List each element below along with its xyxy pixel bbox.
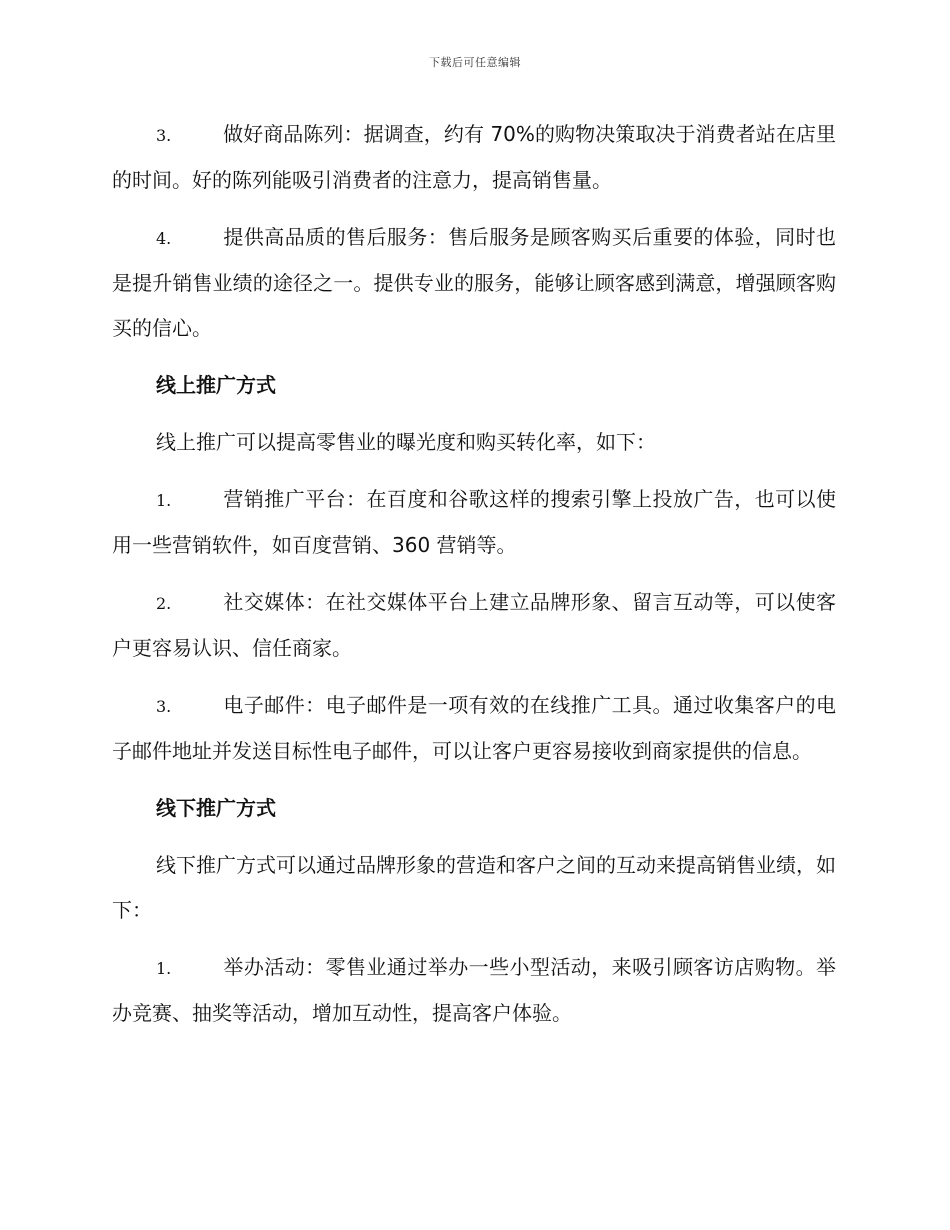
page-header: 下载后可任意编辑 xyxy=(429,56,521,69)
list-text: 电子邮件：电子邮件是一项有效的在线推广工具。通过收集客户的电子邮件地址并发送目标性电子邮件，可以让客户更容易接收到商家提供的信息。 xyxy=(112,693,836,763)
list-number: 3. xyxy=(156,126,172,145)
section-intro-online: 线上推广可以提高零售业的曝光度和购买转化率，如下： xyxy=(156,430,656,454)
list-number: 4. xyxy=(156,229,172,248)
list-item xyxy=(112,580,836,671)
document-body xyxy=(112,112,836,1048)
section-heading-offline: 线下推广方式 xyxy=(156,796,276,820)
list-text: 举办活动：零售业通过举办一些小型活动，来吸引顾客访店购物。举办竞赛、抽奖等活动，增加互动性，提高客户体验。 xyxy=(112,955,836,1025)
list-item xyxy=(112,112,836,203)
list-item xyxy=(112,683,836,774)
list-number: 3. xyxy=(156,697,172,716)
list-number: 1. xyxy=(156,491,172,510)
section-intro-offline: 线下推广方式可以通过品牌形象的营造和客户之间的互动来提高销售业绩，如下： xyxy=(112,853,836,922)
list-item xyxy=(112,477,836,568)
list-number: 2. xyxy=(156,594,172,613)
list-text: 营销推广平台：在百度和谷歌这样的搜索引擎上投放广告，也可以使用一些营销软件，如百度营销、360 营销等。 xyxy=(112,487,836,557)
list-text: 社交媒体：在社交媒体平台上建立品牌形象、留言互动等，可以使客户更容易认识、信任商家。 xyxy=(112,590,836,660)
list-item xyxy=(112,215,836,351)
list-item xyxy=(112,945,836,1036)
section-heading-online: 线上推广方式 xyxy=(156,373,276,397)
list-number: 1. xyxy=(156,959,172,978)
list-text: 提供高品质的售后服务：售后服务是顾客购买后重要的体验，同时也是提升销售业绩的途径之一。提供专业的服务，能够让顾客感到满意，增强顾客购买的信心。 xyxy=(112,225,836,340)
list-text: 做好商品陈列：据调查，约有 70%的购物决策取决于消费者站在店里的时间。好的陈列能吸引消费者的注意力，提高销售量。 xyxy=(112,122,836,192)
